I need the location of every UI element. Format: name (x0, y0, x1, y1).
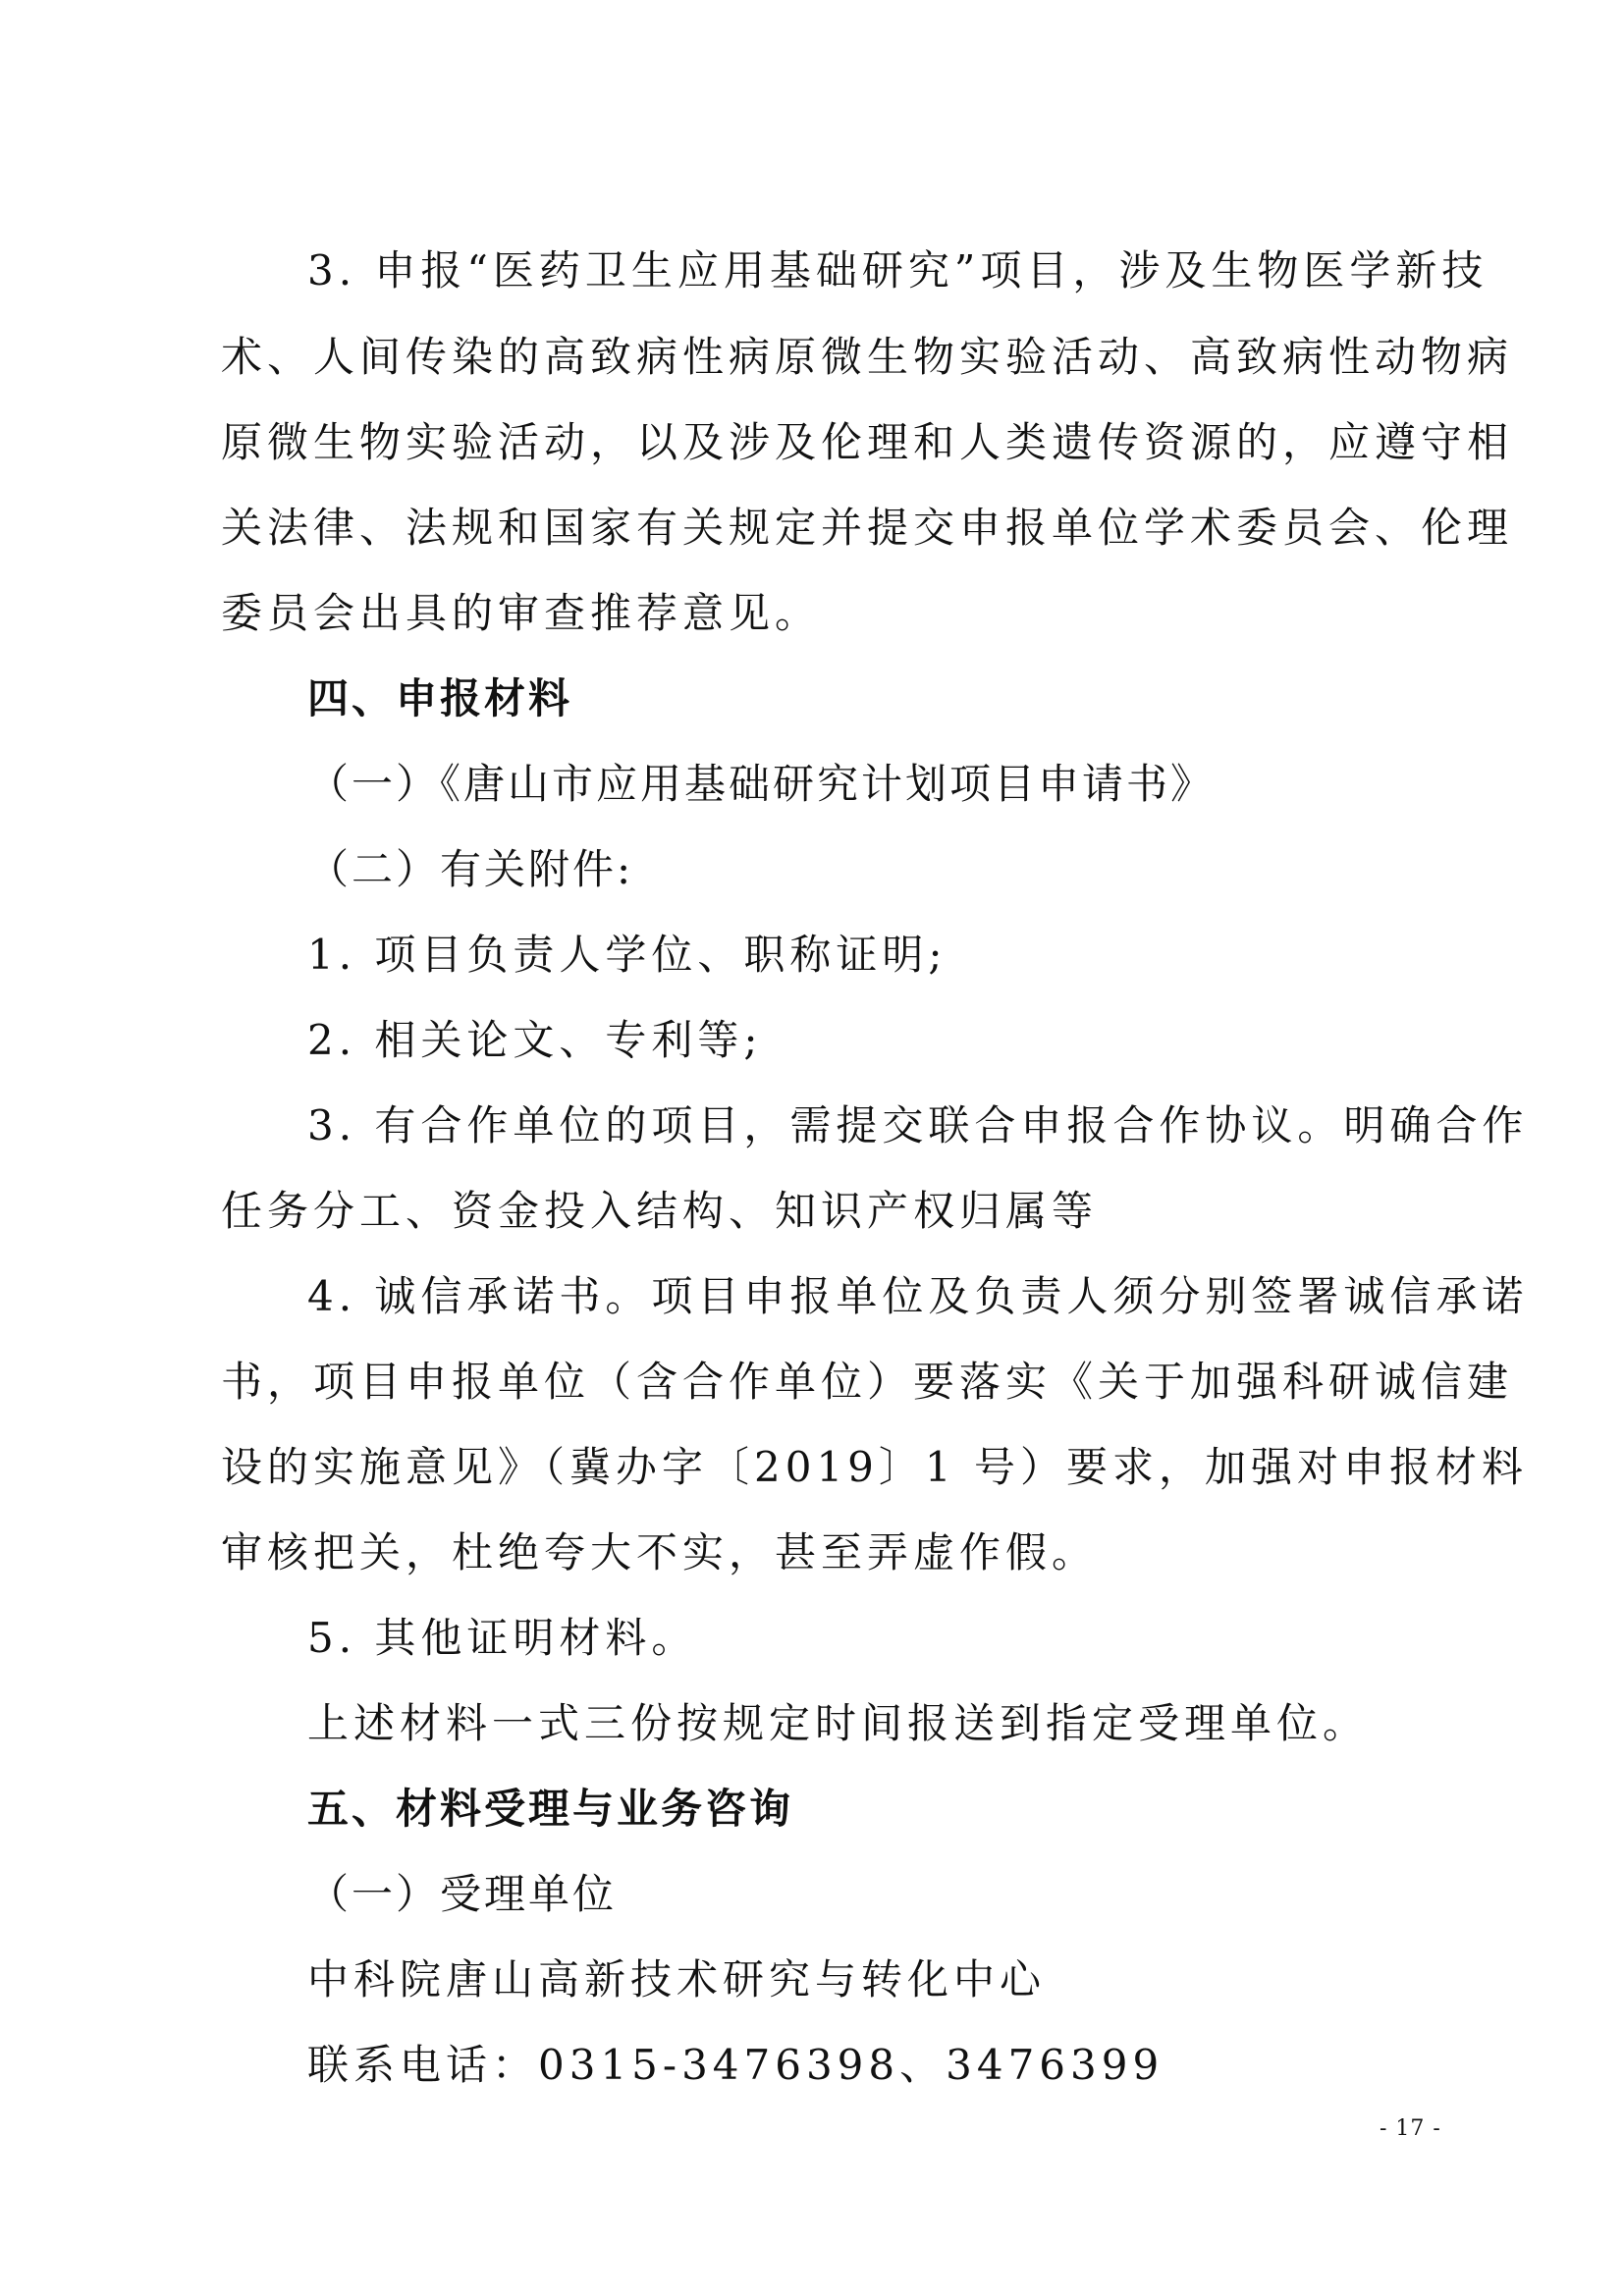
list-item-continuation: 任务分工、资金投入结构、知识产权归属等 (221, 1187, 1099, 1235)
list-item-continuation: 审核把关，杜绝夸大不实，甚至弄虚作假。 (221, 1528, 1099, 1576)
subsection-line: （一）《唐山市应用基础研究计划项目申请书》 (307, 760, 1216, 808)
paragraph-line: 原微生物实验活动，以及涉及伦理和人类遗传资源的，应遵守相 (221, 418, 1514, 466)
list-item-continuation: 设的实施意见》（冀办字〔2019〕1 号）要求，加强对申报材料 (221, 1443, 1528, 1491)
list-item: 2. 相关论文、专利等; (307, 1016, 763, 1064)
paragraph-line: 术、人间传染的高致病性病原微生物实验活动、高致病性动物病 (221, 333, 1514, 381)
paragraph-line: 委员会出具的审查推荐意见。 (221, 589, 822, 637)
list-item: 1. 项目负责人学位、职称证明; (307, 931, 947, 979)
page-number: - 17 - (1380, 2116, 1441, 2141)
section-heading-materials: 四、申报材料 (307, 674, 573, 722)
subsection-line: （一）受理单位 (307, 1870, 618, 1918)
list-item: 3. 有合作单位的项目，需提交联合申报合作协议。明确合作 (307, 1101, 1529, 1149)
organization-name: 中科院唐山高新技术研究与转化中心 (307, 1955, 1047, 2003)
list-item: 4. 诚信承诺书。项目申报单位及负责人须分别签署诚信承诺 (307, 1272, 1529, 1320)
contact-phone: 联系电话：0315-3476398、3476399 (307, 2041, 1164, 2089)
list-item-continuation: 书，项目申报单位（含合作单位）要落实《关于加强科研诚信建 (221, 1358, 1514, 1406)
subsection-line: （二）有关附件: (307, 845, 634, 893)
paragraph-line: 关法律、法规和国家有关规定并提交申报单位学术委员会、伦理 (221, 504, 1514, 552)
list-item: 5. 其他证明材料。 (307, 1614, 698, 1662)
paragraph-line: 3. 申报“医药卫生应用基础研究”项目，涉及生物医学新技 (307, 246, 1489, 294)
paragraph-line: 上述材料一式三份按规定时间报送到指定受理单位。 (307, 1699, 1370, 1747)
section-heading-acceptance: 五、材料受理与业务咨询 (307, 1785, 794, 1833)
